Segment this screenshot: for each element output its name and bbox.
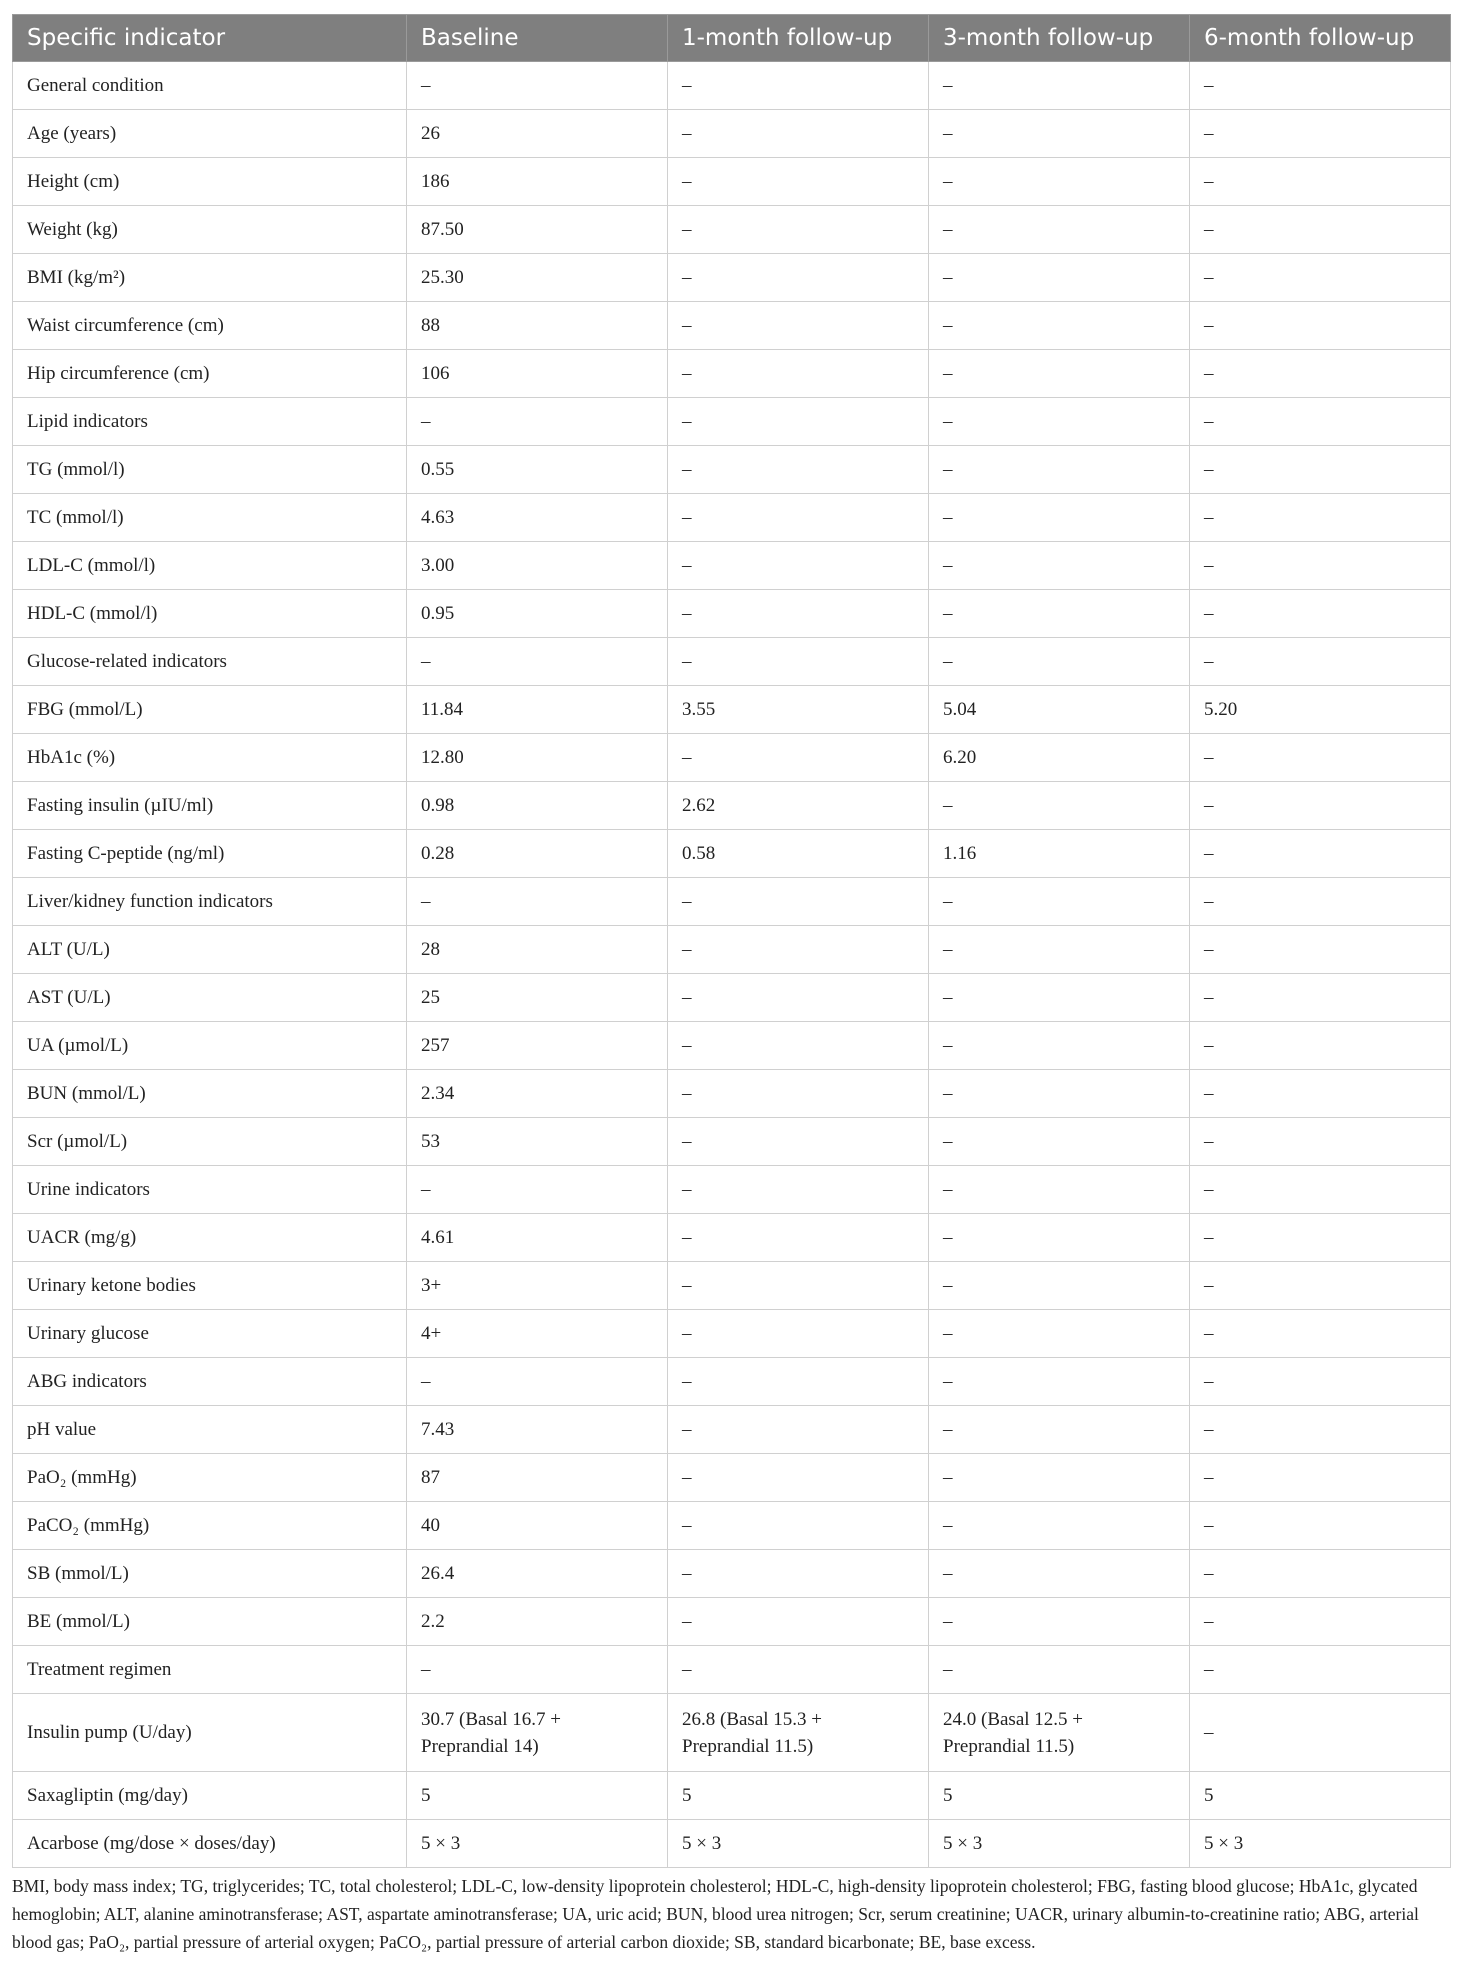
- value-cell: 25.30: [407, 254, 668, 302]
- indicator-name-cell: UACR (mg/g): [13, 1214, 407, 1262]
- value-cell: 2.62: [668, 782, 929, 830]
- table-row: [13, 1550, 1451, 1598]
- value-cell: –: [929, 782, 1190, 830]
- value-cell: –: [668, 1070, 929, 1118]
- value-cell: –: [407, 398, 668, 446]
- table-row: [13, 926, 1451, 974]
- indicator-name-cell: AST (U/L): [13, 974, 407, 1022]
- value-cell: –: [929, 350, 1190, 398]
- table-row: [13, 878, 1451, 926]
- value-cell: –: [1190, 542, 1451, 590]
- indicator-name-cell: FBG (mmol/L): [13, 686, 407, 734]
- value-cell: –: [668, 1214, 929, 1262]
- indicator-name-cell: Glucose-related indicators: [13, 638, 407, 686]
- table-row: [13, 638, 1451, 686]
- value-cell: –: [929, 1118, 1190, 1166]
- table-row: [13, 206, 1451, 254]
- value-cell: 0.98: [407, 782, 668, 830]
- value-cell: –: [407, 1166, 668, 1214]
- indicator-name-cell: Waist circumference (cm): [13, 302, 407, 350]
- value-cell: –: [668, 110, 929, 158]
- value-cell: –: [668, 1022, 929, 1070]
- value-cell: –: [929, 1454, 1190, 1502]
- value-cell: –: [1190, 206, 1451, 254]
- value-cell: 30.7 (Basal 16.7 + Preprandial 14): [407, 1694, 668, 1772]
- table-row: [13, 1070, 1451, 1118]
- value-cell: –: [929, 494, 1190, 542]
- value-cell: –: [929, 1310, 1190, 1358]
- indicator-name-cell: Urinary ketone bodies: [13, 1262, 407, 1310]
- value-cell: –: [1190, 638, 1451, 686]
- indicator-name-cell: Fasting insulin (µIU/ml): [13, 782, 407, 830]
- value-cell: –: [668, 494, 929, 542]
- value-cell: –: [929, 1502, 1190, 1550]
- value-cell: –: [929, 1406, 1190, 1454]
- value-cell: –: [1190, 446, 1451, 494]
- value-cell: 12.80: [407, 734, 668, 782]
- value-cell: –: [929, 926, 1190, 974]
- table-row: [13, 830, 1451, 878]
- value-cell: –: [1190, 350, 1451, 398]
- value-cell: –: [668, 542, 929, 590]
- indicator-table: [12, 14, 1451, 1868]
- value-cell: 88: [407, 302, 668, 350]
- value-cell: –: [668, 1310, 929, 1358]
- indicator-name-cell: PaO₂ (mmHg): [13, 1454, 407, 1502]
- value-cell: 3+: [407, 1262, 668, 1310]
- value-cell: –: [668, 1166, 929, 1214]
- indicator-name-cell: ABG indicators: [13, 1358, 407, 1406]
- table-row: [13, 1118, 1451, 1166]
- table-row: [13, 254, 1451, 302]
- value-cell: 25: [407, 974, 668, 1022]
- table-row: [13, 542, 1451, 590]
- indicator-name-cell: Lipid indicators: [13, 398, 407, 446]
- value-cell: –: [929, 1070, 1190, 1118]
- indicator-name-cell: HDL-C (mmol/l): [13, 590, 407, 638]
- value-cell: 4.61: [407, 1214, 668, 1262]
- value-cell: 3.55: [668, 686, 929, 734]
- value-cell: –: [929, 878, 1190, 926]
- value-cell: –: [1190, 926, 1451, 974]
- value-cell: –: [668, 878, 929, 926]
- indicator-name-cell: Height (cm): [13, 158, 407, 206]
- table-row: [13, 782, 1451, 830]
- value-cell: –: [929, 1550, 1190, 1598]
- table-row: [13, 734, 1451, 782]
- value-cell: 4+: [407, 1310, 668, 1358]
- value-cell: 40: [407, 1502, 668, 1550]
- value-cell: 0.55: [407, 446, 668, 494]
- column-header: 1-month follow-up: [668, 15, 929, 62]
- value-cell: –: [668, 1406, 929, 1454]
- table-row: [13, 1214, 1451, 1262]
- table-row: [13, 158, 1451, 206]
- value-cell: 11.84: [407, 686, 668, 734]
- value-cell: –: [929, 638, 1190, 686]
- value-cell: –: [668, 974, 929, 1022]
- value-cell: –: [1190, 110, 1451, 158]
- value-cell: 26.8 (Basal 15.3 + Preprandial 11.5): [668, 1694, 929, 1772]
- table-row: [13, 110, 1451, 158]
- value-cell: –: [929, 1646, 1190, 1694]
- value-cell: 3.00: [407, 542, 668, 590]
- table-row: [13, 1022, 1451, 1070]
- indicator-name-cell: Hip circumference (cm): [13, 350, 407, 398]
- value-cell: 5.04: [929, 686, 1190, 734]
- value-cell: –: [1190, 1166, 1451, 1214]
- value-cell: –: [1190, 1646, 1451, 1694]
- value-cell: –: [1190, 1022, 1451, 1070]
- indicator-name-cell: UA (µmol/L): [13, 1022, 407, 1070]
- value-cell: –: [929, 542, 1190, 590]
- column-header: 6-month follow-up: [1190, 15, 1451, 62]
- value-cell: –: [929, 302, 1190, 350]
- value-cell: –: [1190, 734, 1451, 782]
- value-cell: –: [668, 734, 929, 782]
- value-cell: –: [668, 206, 929, 254]
- indicator-name-cell: HbA1c (%): [13, 734, 407, 782]
- value-cell: 6.20: [929, 734, 1190, 782]
- table-footnote: BMI, body mass index; TG, triglycerides; TC, total cholesterol; LDL-C, low-density lipoprotein cholesterol; HDL-C, high-density lipoprotein cholesterol; FBG, fasting blood glucose; HbA1c, glycated hemoglobin; ALT, alanine aminotransferase; AST, aspartate aminotransferase; UA, uric acid; BUN, blood urea nitrogen; Scr, serum creatinine; UACR, urinary albumin-to-creatinine ratio; ABG, arterial blood gas; PaO₂, partial pressure of arterial oxygen; PaCO₂, partial pressure of arterial carbon dioxide; SB, standard bicarbonate; BE, base excess.: [12, 1876, 1419, 1952]
- value-cell: 5 × 3: [407, 1820, 668, 1868]
- value-cell: 5: [929, 1772, 1190, 1820]
- value-cell: –: [929, 446, 1190, 494]
- value-cell: –: [929, 398, 1190, 446]
- table-header-row: [13, 15, 1451, 62]
- value-cell: –: [929, 590, 1190, 638]
- value-cell: 5.20: [1190, 686, 1451, 734]
- value-cell: –: [407, 878, 668, 926]
- value-cell: 7.43: [407, 1406, 668, 1454]
- value-cell: –: [668, 446, 929, 494]
- value-cell: 0.58: [668, 830, 929, 878]
- indicator-name-cell: BE (mmol/L): [13, 1598, 407, 1646]
- value-cell: –: [668, 1646, 929, 1694]
- value-cell: –: [668, 1358, 929, 1406]
- value-cell: 5: [407, 1772, 668, 1820]
- value-cell: 87: [407, 1454, 668, 1502]
- table-row: [13, 1820, 1451, 1868]
- table-row: [13, 1772, 1451, 1820]
- table-row: [13, 1646, 1451, 1694]
- value-cell: –: [1190, 398, 1451, 446]
- value-cell: –: [668, 926, 929, 974]
- table-row: [13, 1406, 1451, 1454]
- value-cell: 4.63: [407, 494, 668, 542]
- indicator-name-cell: Treatment regimen: [13, 1646, 407, 1694]
- indicator-name-cell: Urinary glucose: [13, 1310, 407, 1358]
- table-row: [13, 398, 1451, 446]
- table-row: [13, 590, 1451, 638]
- value-cell: –: [668, 1598, 929, 1646]
- value-cell: 24.0 (Basal 12.5 + Preprandial 11.5): [929, 1694, 1190, 1772]
- value-cell: –: [1190, 158, 1451, 206]
- value-cell: –: [668, 350, 929, 398]
- indicator-name-cell: TC (mmol/l): [13, 494, 407, 542]
- value-cell: –: [1190, 1118, 1451, 1166]
- value-cell: 186: [407, 158, 668, 206]
- table-row: [13, 1310, 1451, 1358]
- indicator-name-cell: Acarbose (mg/dose × doses/day): [13, 1820, 407, 1868]
- value-cell: –: [1190, 1454, 1451, 1502]
- value-cell: –: [407, 1358, 668, 1406]
- value-cell: 87.50: [407, 206, 668, 254]
- value-cell: –: [407, 1646, 668, 1694]
- indicator-name-cell: PaCO₂ (mmHg): [13, 1502, 407, 1550]
- value-cell: –: [1190, 1262, 1451, 1310]
- value-cell: –: [1190, 1358, 1451, 1406]
- value-cell: –: [1190, 1214, 1451, 1262]
- value-cell: –: [1190, 1070, 1451, 1118]
- value-cell: –: [668, 158, 929, 206]
- value-cell: 5 × 3: [929, 1820, 1190, 1868]
- indicator-name-cell: Urine indicators: [13, 1166, 407, 1214]
- indicator-name-cell: TG (mmol/l): [13, 446, 407, 494]
- value-cell: –: [1190, 1694, 1451, 1772]
- value-cell: –: [1190, 1550, 1451, 1598]
- table-row: [13, 350, 1451, 398]
- value-cell: –: [1190, 830, 1451, 878]
- value-cell: –: [1190, 1406, 1451, 1454]
- value-cell: –: [929, 1166, 1190, 1214]
- value-cell: 2.2: [407, 1598, 668, 1646]
- column-header: Specific indicator: [13, 15, 407, 62]
- value-cell: –: [668, 62, 929, 110]
- table-row: [13, 62, 1451, 110]
- value-cell: –: [668, 1550, 929, 1598]
- value-cell: –: [668, 254, 929, 302]
- value-cell: 257: [407, 1022, 668, 1070]
- value-cell: –: [668, 398, 929, 446]
- value-cell: –: [1190, 62, 1451, 110]
- table-row: [13, 446, 1451, 494]
- value-cell: –: [1190, 878, 1451, 926]
- indicator-name-cell: Saxagliptin (mg/day): [13, 1772, 407, 1820]
- value-cell: –: [929, 254, 1190, 302]
- value-cell: –: [1190, 1598, 1451, 1646]
- value-cell: –: [668, 302, 929, 350]
- indicator-name-cell: Weight (kg): [13, 206, 407, 254]
- value-cell: –: [1190, 254, 1451, 302]
- indicator-name-cell: Scr (µmol/L): [13, 1118, 407, 1166]
- value-cell: –: [929, 110, 1190, 158]
- indicator-name-cell: Liver/kidney function indicators: [13, 878, 407, 926]
- value-cell: –: [1190, 302, 1451, 350]
- table-row: [13, 1454, 1451, 1502]
- value-cell: –: [668, 1262, 929, 1310]
- indicator-name-cell: SB (mmol/L): [13, 1550, 407, 1598]
- value-cell: –: [1190, 1310, 1451, 1358]
- value-cell: 0.95: [407, 590, 668, 638]
- value-cell: 5 × 3: [668, 1820, 929, 1868]
- value-cell: –: [929, 1262, 1190, 1310]
- table-row: [13, 1598, 1451, 1646]
- value-cell: 28: [407, 926, 668, 974]
- indicator-name-cell: Insulin pump (U/day): [13, 1694, 407, 1772]
- value-cell: –: [668, 638, 929, 686]
- table-row: [13, 1166, 1451, 1214]
- value-cell: –: [929, 62, 1190, 110]
- indicator-name-cell: pH value: [13, 1406, 407, 1454]
- value-cell: –: [407, 638, 668, 686]
- table-row: [13, 302, 1451, 350]
- value-cell: 5: [1190, 1772, 1451, 1820]
- value-cell: –: [1190, 782, 1451, 830]
- value-cell: –: [1190, 1502, 1451, 1550]
- value-cell: –: [929, 206, 1190, 254]
- value-cell: –: [668, 1502, 929, 1550]
- table-row: [13, 1262, 1451, 1310]
- table-row: [13, 494, 1451, 542]
- column-header: Baseline: [407, 15, 668, 62]
- indicator-name-cell: ALT (U/L): [13, 926, 407, 974]
- table-row: [13, 1358, 1451, 1406]
- value-cell: –: [668, 1454, 929, 1502]
- table-row: [13, 686, 1451, 734]
- value-cell: 0.28: [407, 830, 668, 878]
- value-cell: –: [668, 590, 929, 638]
- value-cell: 106: [407, 350, 668, 398]
- indicator-name-cell: Fasting C-peptide (ng/ml): [13, 830, 407, 878]
- indicator-name-cell: LDL-C (mmol/l): [13, 542, 407, 590]
- table-row: [13, 974, 1451, 1022]
- value-cell: –: [929, 1022, 1190, 1070]
- value-cell: 26.4: [407, 1550, 668, 1598]
- value-cell: –: [1190, 494, 1451, 542]
- value-cell: –: [929, 974, 1190, 1022]
- table-row: [13, 1502, 1451, 1550]
- value-cell: –: [929, 1358, 1190, 1406]
- value-cell: –: [668, 1118, 929, 1166]
- indicator-name-cell: BMI (kg/m²): [13, 254, 407, 302]
- column-header: 3-month follow-up: [929, 15, 1190, 62]
- value-cell: 5: [668, 1772, 929, 1820]
- indicator-name-cell: BUN (mmol/L): [13, 1070, 407, 1118]
- value-cell: 26: [407, 110, 668, 158]
- value-cell: 5 × 3: [1190, 1820, 1451, 1868]
- value-cell: 53: [407, 1118, 668, 1166]
- value-cell: –: [1190, 974, 1451, 1022]
- value-cell: –: [1190, 590, 1451, 638]
- indicator-name-cell: Age (years): [13, 110, 407, 158]
- table-row: [13, 1694, 1451, 1772]
- value-cell: 1.16: [929, 830, 1190, 878]
- value-cell: –: [929, 1598, 1190, 1646]
- value-cell: 2.34: [407, 1070, 668, 1118]
- indicator-name-cell: General condition: [13, 62, 407, 110]
- value-cell: –: [929, 1214, 1190, 1262]
- value-cell: –: [929, 158, 1190, 206]
- value-cell: –: [407, 62, 668, 110]
